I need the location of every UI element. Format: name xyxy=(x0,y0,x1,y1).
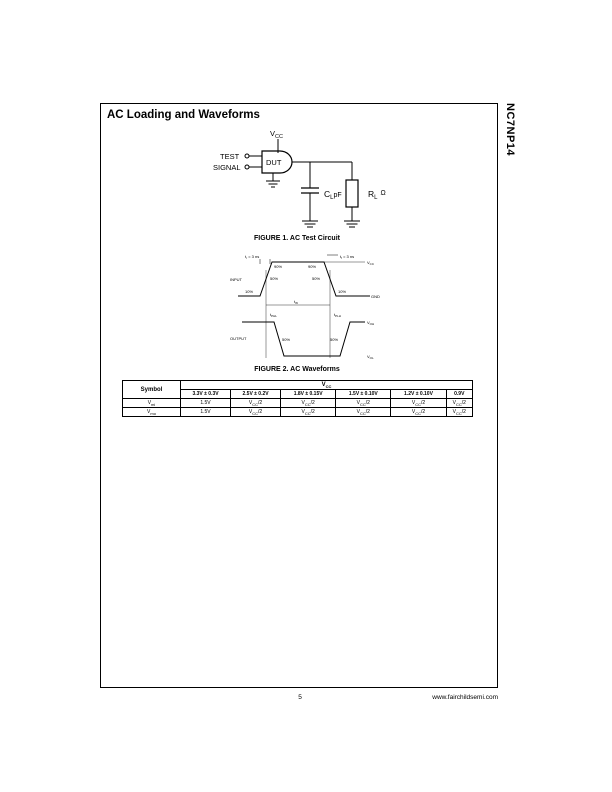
table-cell: $V_{CC}/2$ xyxy=(281,399,336,408)
test-signal-label-1: TEST xyxy=(220,152,240,161)
input-10pct-left: 10% xyxy=(245,289,254,294)
table-cell: $V_{CC}/2$ xyxy=(391,408,446,417)
input-90pct-right: 90% xyxy=(308,264,317,269)
column-header: 1.2V ± 0.10V xyxy=(391,390,446,399)
input-10pct-right: 10% xyxy=(338,289,347,294)
output-label: OUTPUT xyxy=(230,336,247,341)
section-title: AC Loading and Waveforms xyxy=(107,109,260,121)
voh-label: $V_{OH}$ xyxy=(367,320,375,326)
vcc-levels-table xyxy=(122,380,473,417)
ac-waveforms xyxy=(230,250,390,362)
dut-vcc-label: $V_{CC}$ xyxy=(270,129,283,140)
ac-test-circuit xyxy=(200,125,400,233)
table-row xyxy=(123,399,473,408)
output-50pct-right: 50% xyxy=(330,337,339,342)
column-header: 2.5V ± 0.2V xyxy=(231,390,281,399)
output-waveform xyxy=(242,322,365,356)
dut-label: DUT xyxy=(266,158,282,167)
column-header: 0.9V xyxy=(446,390,472,399)
table-cell: $V_{CC}/2$ xyxy=(391,399,446,408)
fall-time-label: $t_f = 3$ ns xyxy=(340,254,355,260)
table-cell: $V_{CC}/2$ xyxy=(446,408,472,417)
vcc-header: $V_{CC}$ xyxy=(181,381,473,390)
pulse-width-label: $t_W$ xyxy=(294,299,298,305)
input-terminal-signal xyxy=(245,165,249,169)
input-50pct-right: 50% xyxy=(312,276,321,281)
row-symbol: $V_{mi}$ xyxy=(123,399,181,408)
table-cell: $V_{CC}/2$ xyxy=(281,408,336,417)
row-symbol: $V_{mo}$ xyxy=(123,408,181,417)
table-row xyxy=(123,408,473,417)
figure1-caption: FIGURE 1. AC Test Circuit xyxy=(254,235,340,242)
load-resistor-label: $R_L^\Omega$ xyxy=(368,189,386,201)
column-header: 1.5V ± 0.10V xyxy=(336,390,391,399)
figure2-caption: FIGURE 2. AC Waveforms xyxy=(254,366,340,373)
table-cell: $V_{CC}/2$ xyxy=(231,408,281,417)
input-90pct-left: 90% xyxy=(274,264,283,269)
input-waveform xyxy=(238,262,370,296)
footer-url: www.fairchildsemi.com xyxy=(432,694,498,701)
load-resistor xyxy=(346,180,358,207)
part-number: NC7NP14 xyxy=(504,103,516,157)
test-signal-label-2: SIGNAL xyxy=(213,163,241,172)
input-terminal-test xyxy=(245,154,249,158)
load-capacitor-label: $C_L^{pF}$ xyxy=(324,189,342,201)
table-cell: $V_{CC}/2$ xyxy=(446,399,472,408)
table-cell: $V_{CC}/2$ xyxy=(336,408,391,417)
column-header: 1.8V ± 0.15V xyxy=(281,390,336,399)
input-vcc-label: $V_{CC}$ xyxy=(367,260,375,266)
table-cell: 1.5V xyxy=(181,399,231,408)
table-body xyxy=(123,399,473,417)
tphl-label: $t_{PHL}$ xyxy=(270,312,277,318)
table-cell: 1.5V xyxy=(181,408,231,417)
input-gnd-label: GND xyxy=(371,294,380,299)
tplh-label: $t_{PLH}$ xyxy=(334,312,341,318)
page-number: 5 xyxy=(298,694,302,701)
table-cell: $V_{CC}/2$ xyxy=(336,399,391,408)
output-50pct-left: 50% xyxy=(282,337,291,342)
rise-time-label: $t_r = 3$ ns xyxy=(245,254,260,260)
symbol-header: Symbol xyxy=(123,381,181,399)
input-label: INPUT xyxy=(230,277,242,282)
column-header: 3.3V ± 0.3V xyxy=(181,390,231,399)
input-50pct-left: 50% xyxy=(270,276,279,281)
table-cell: $V_{CC}/2$ xyxy=(231,399,281,408)
vol-label: $V_{OL}$ xyxy=(367,354,374,360)
